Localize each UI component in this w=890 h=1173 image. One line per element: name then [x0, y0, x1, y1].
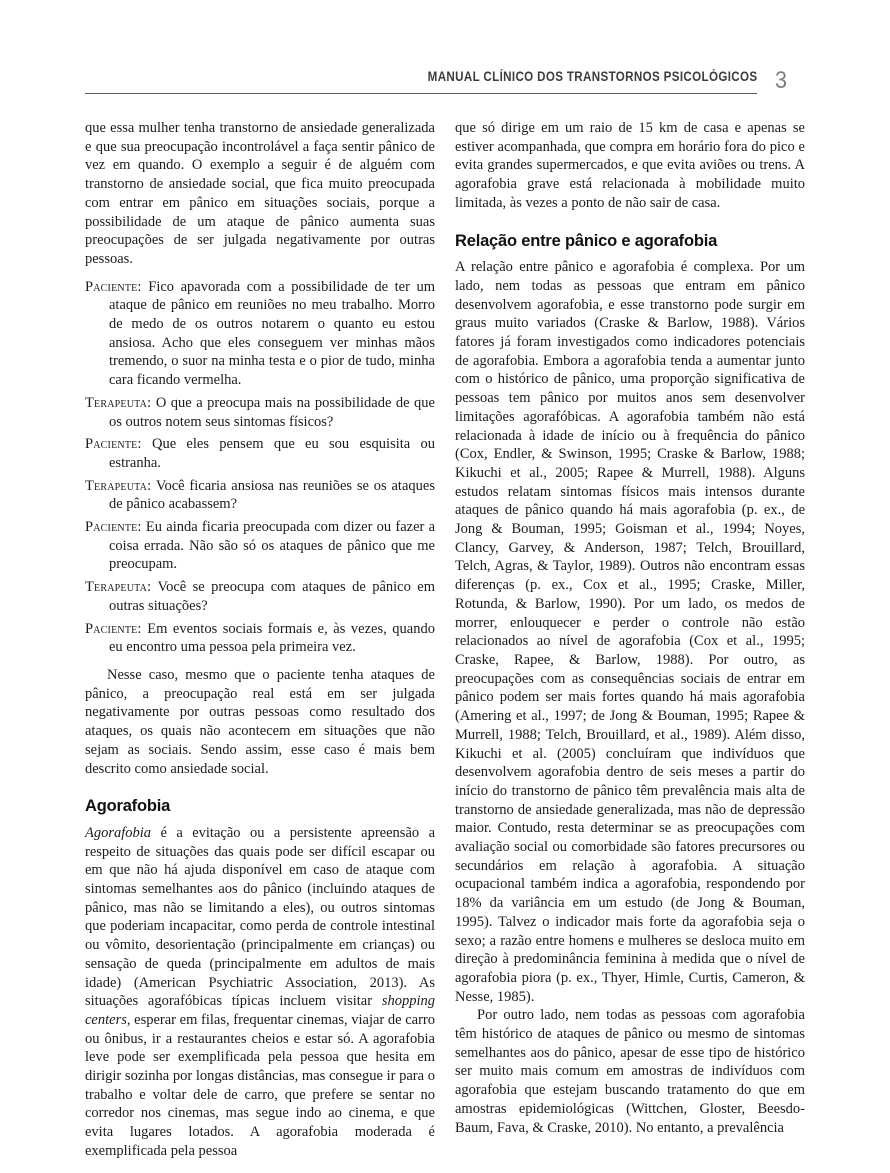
right-column: [455, 119, 805, 1161]
dialogue-entry: [85, 477, 435, 514]
page-number: 3: [774, 67, 788, 94]
page-header: [85, 0, 805, 94]
section-heading-panic-agoraphobia: Relação entre pânico e agorafobia: [455, 230, 718, 250]
dialogue-text: Eu ainda ficaria preocupada com dizer ou fazer a coisa errada. Não são só os ataques de pânico que me preocupam.: [109, 519, 436, 573]
agoraphobia-paragraph: Agorafobia é a evitação ou a persistente apreensão a respeito de situações das quais pode ser difícil escapar ou em que não há ajuda disponível em caso de ataque com sintomas semelhantes aos do pânico (incluindo ataques de pânico, mas não se limitando a eles), ou outros sintomas que poderiam incapacitar, como perda de controle intestinal ou vômito, desorientação (principalmente em crianças) ou sensação de queda (principalmente em adultos de mais idade) (American Psychiatric Association, 2013). As situações agorafóbicas típicas incluem visitar shopping centers, esperar em filas, frequentar cinemas, viajar de carro ou ônibus, ir a restaurantes cheios e estar só. A agorafobia leve pode ser exemplificada pela pessoa que hesita em dirigir sozinha por longas distâncias, mas consegue ir para o trabalho e voltar dele de carro, que prefere se sentar no corredor nos cinemas, mas segue indo ao cinema, e que evita lugares lotados. A agorafobia moderada é exemplificada pela pessoa: [85, 824, 435, 1159]
closing-paragraph: Nesse caso, mesmo que o paciente tenha ataques de pânico, a preocupação real está em ser julgada negativamente por outras pessoas como resultado dos ataques, os quais não acontecem em situações que não sejam as sociais. Sendo assim, esse caso é mais bem descrito como ansiedade social.: [85, 666, 435, 777]
left-column: [85, 119, 435, 1161]
intro-paragraph: que essa mulher tenha transtorno de ansiedade generalizada e que sua preocupação incontrolável a faça sentir pânico de vez em quando. O exemplo a seguir é de alguém com transtorno de ansiedade social, que fica muito preocupada com entrar em pânico em situações sociais, porque a possibilidade de um ataque de pânico aumenta suas preocupações de ser julgada negativamente por outras pessoas.: [85, 120, 435, 267]
dialogue-text: Você se preocupa com ataques de pânico em outras situações?: [109, 579, 435, 614]
section-heading-agoraphobia: Agorafobia: [85, 796, 171, 816]
dialogue-entry: [85, 518, 435, 574]
dialogue-entry: [85, 620, 435, 657]
continuation-paragraph: que só dirige em um raio de 15 km de casa e apenas se estiver acompanhada, que compra em horário fora do pico e evita grandes supermercados, e que evita aviões ou trens. A agorafobia grave está relacionada à mobilidade muito limitada, às vezes a ponto de não sair de casa.: [455, 120, 805, 211]
dialogue-text: O que a preocupa mais na possibilidade de que os outros notem seus sintomas físicos?: [109, 394, 435, 430]
dialogue-text: Que eles pensem que eu sou esquisita ou estranha.: [109, 436, 435, 471]
speaker-label: Terapeuta:: [85, 477, 152, 494]
running-head-title: MANUAL CLÍNICO DOS TRANSTORNOS PSICOLÓGICOS: [427, 69, 757, 84]
dialogue-text: Você ficaria ansiosa nas reuniões se os ataques de pânico acabassem?: [109, 477, 435, 513]
speaker-label: Paciente:: [85, 278, 142, 295]
dialogue-entry: [85, 435, 435, 472]
speaker-label: Paciente:: [85, 620, 142, 637]
dialogue-text: Em eventos sociais formais e, às vezes, quando eu encontro uma pessoa pela primeira vez.: [109, 620, 435, 656]
dialogue-entry: [85, 578, 435, 615]
dialogue-entry: [85, 278, 435, 390]
speaker-label: Paciente:: [85, 436, 142, 453]
dialogue-text: Fico apavorada com a possibilidade de ter um ataque de pânico em reuniões no meu trabalho. Morro de medo de os outros notarem o quanto eu estou ansiosa. Acho que eles conseguem ver minhas mãos tremendo, o suor na minha testa e o pior de tudo, minha cara ficando vermelha.: [109, 278, 436, 389]
panic-agoraphobia-paragraph-1: A relação entre pânico e agorafobia é complexa. Por um lado, nem todas as pessoas que entram em pânico desenvolvem agorafobia, e esse transtorno pode surgir em graus muito variados (Craske & Barlow, 1988). Vários fatores já foram investigados como indicadores potenciais de agorafobia. Embora a agorafobia tenda a aumentar junto com o histórico de pânico, uma proporção significativa de pessoas tem pânico por muitos anos sem desenvolver limitações agorafóbicas. A agorafobia também não está relacionada à idade de início ou à frequência do pânico (Cox, Endler, & Swinson, 1995; Craske & Barlow, 1988; Kikuchi et al., 2005; Rapee & Murrell, 1988). Alguns estudos relatam sintomas físicos mais intensos durante ataques de pânico quando há mais agorafobia (p. ex., de Jong & Bouman, 1995; Goisman et al., 1994; Noyes, Clancy, Garvey, & Anderson, 1987; Telch, Brouillard, Telch, Agras, & Taylor, 1989). Outros não encontram essas diferenças (p. ex., Cox et al., 1995; Craske, Miller, Rotunda, & Barlow, 1990). Por um lado, os medos de morrer, enlouquecer e perder o controle não estão relacionados ao nível de agorafobia (Cox et al., 1995; Craske, Rapee, & Barlow, 1988). Por outro, as preocupações com as consequências sociais de entrar em pânico podem ser mais fortes quando há mais agorafobia (Amering et al., 1997; de Jong & Bouman, 1995; Rapee & Murrell, 1988; Telch, Brouillard, et al., 1989). Além disso, Kikuchi et al. (2005) concluíram que indivíduos que desenvolvem agorafobia dentro de seis meses a partir do início do transtorno de pânico têm prevalência mais alta de transtorno de ansiedade generalizada, mas não de depressão maior. Contudo, resta determinar se as preocupações com avaliação social ou comorbidade são fatores precursores ou secundários em relação à agorafobia. A situação ocupacional também indica a agorafobia, respondendo por 18% da variância em um estudo (de Jong & Bouman, 1995). Talvez o indicador mais forte da agorafobia seja o sexo; a razão entre homens e mulheres se desloca muito em direção à predominância feminina à medida que o nível de agorafobia piora (p. ex., Thyer, Himle, Curtis, Cameron, & Nesse, 1985).: [455, 259, 805, 1005]
dialogue-entry: [85, 394, 435, 431]
panic-agoraphobia-paragraph-2: Por outro lado, nem todas as pessoas com agorafobia têm histórico de ataques de pânico ou mesmo de sintomas semelhantes aos do pânico, apesar de esse tipo de histórico ser muito mais comum em amostras de indivíduos com agorafobia que estejam buscando tratamento do que em amostras epidemiológicas (Wittchen, Gloster, Beesdo-Baum, Fava, & Craske, 2010). No entanto, a prevalência: [455, 1007, 805, 1136]
speaker-label: Paciente:: [85, 519, 142, 536]
speaker-label: Terapeuta:: [85, 394, 152, 411]
therapy-dialogue: [85, 278, 435, 657]
two-column-layout: [85, 119, 805, 1161]
speaker-label: Terapeuta:: [85, 579, 152, 596]
header-rule: [85, 68, 757, 94]
